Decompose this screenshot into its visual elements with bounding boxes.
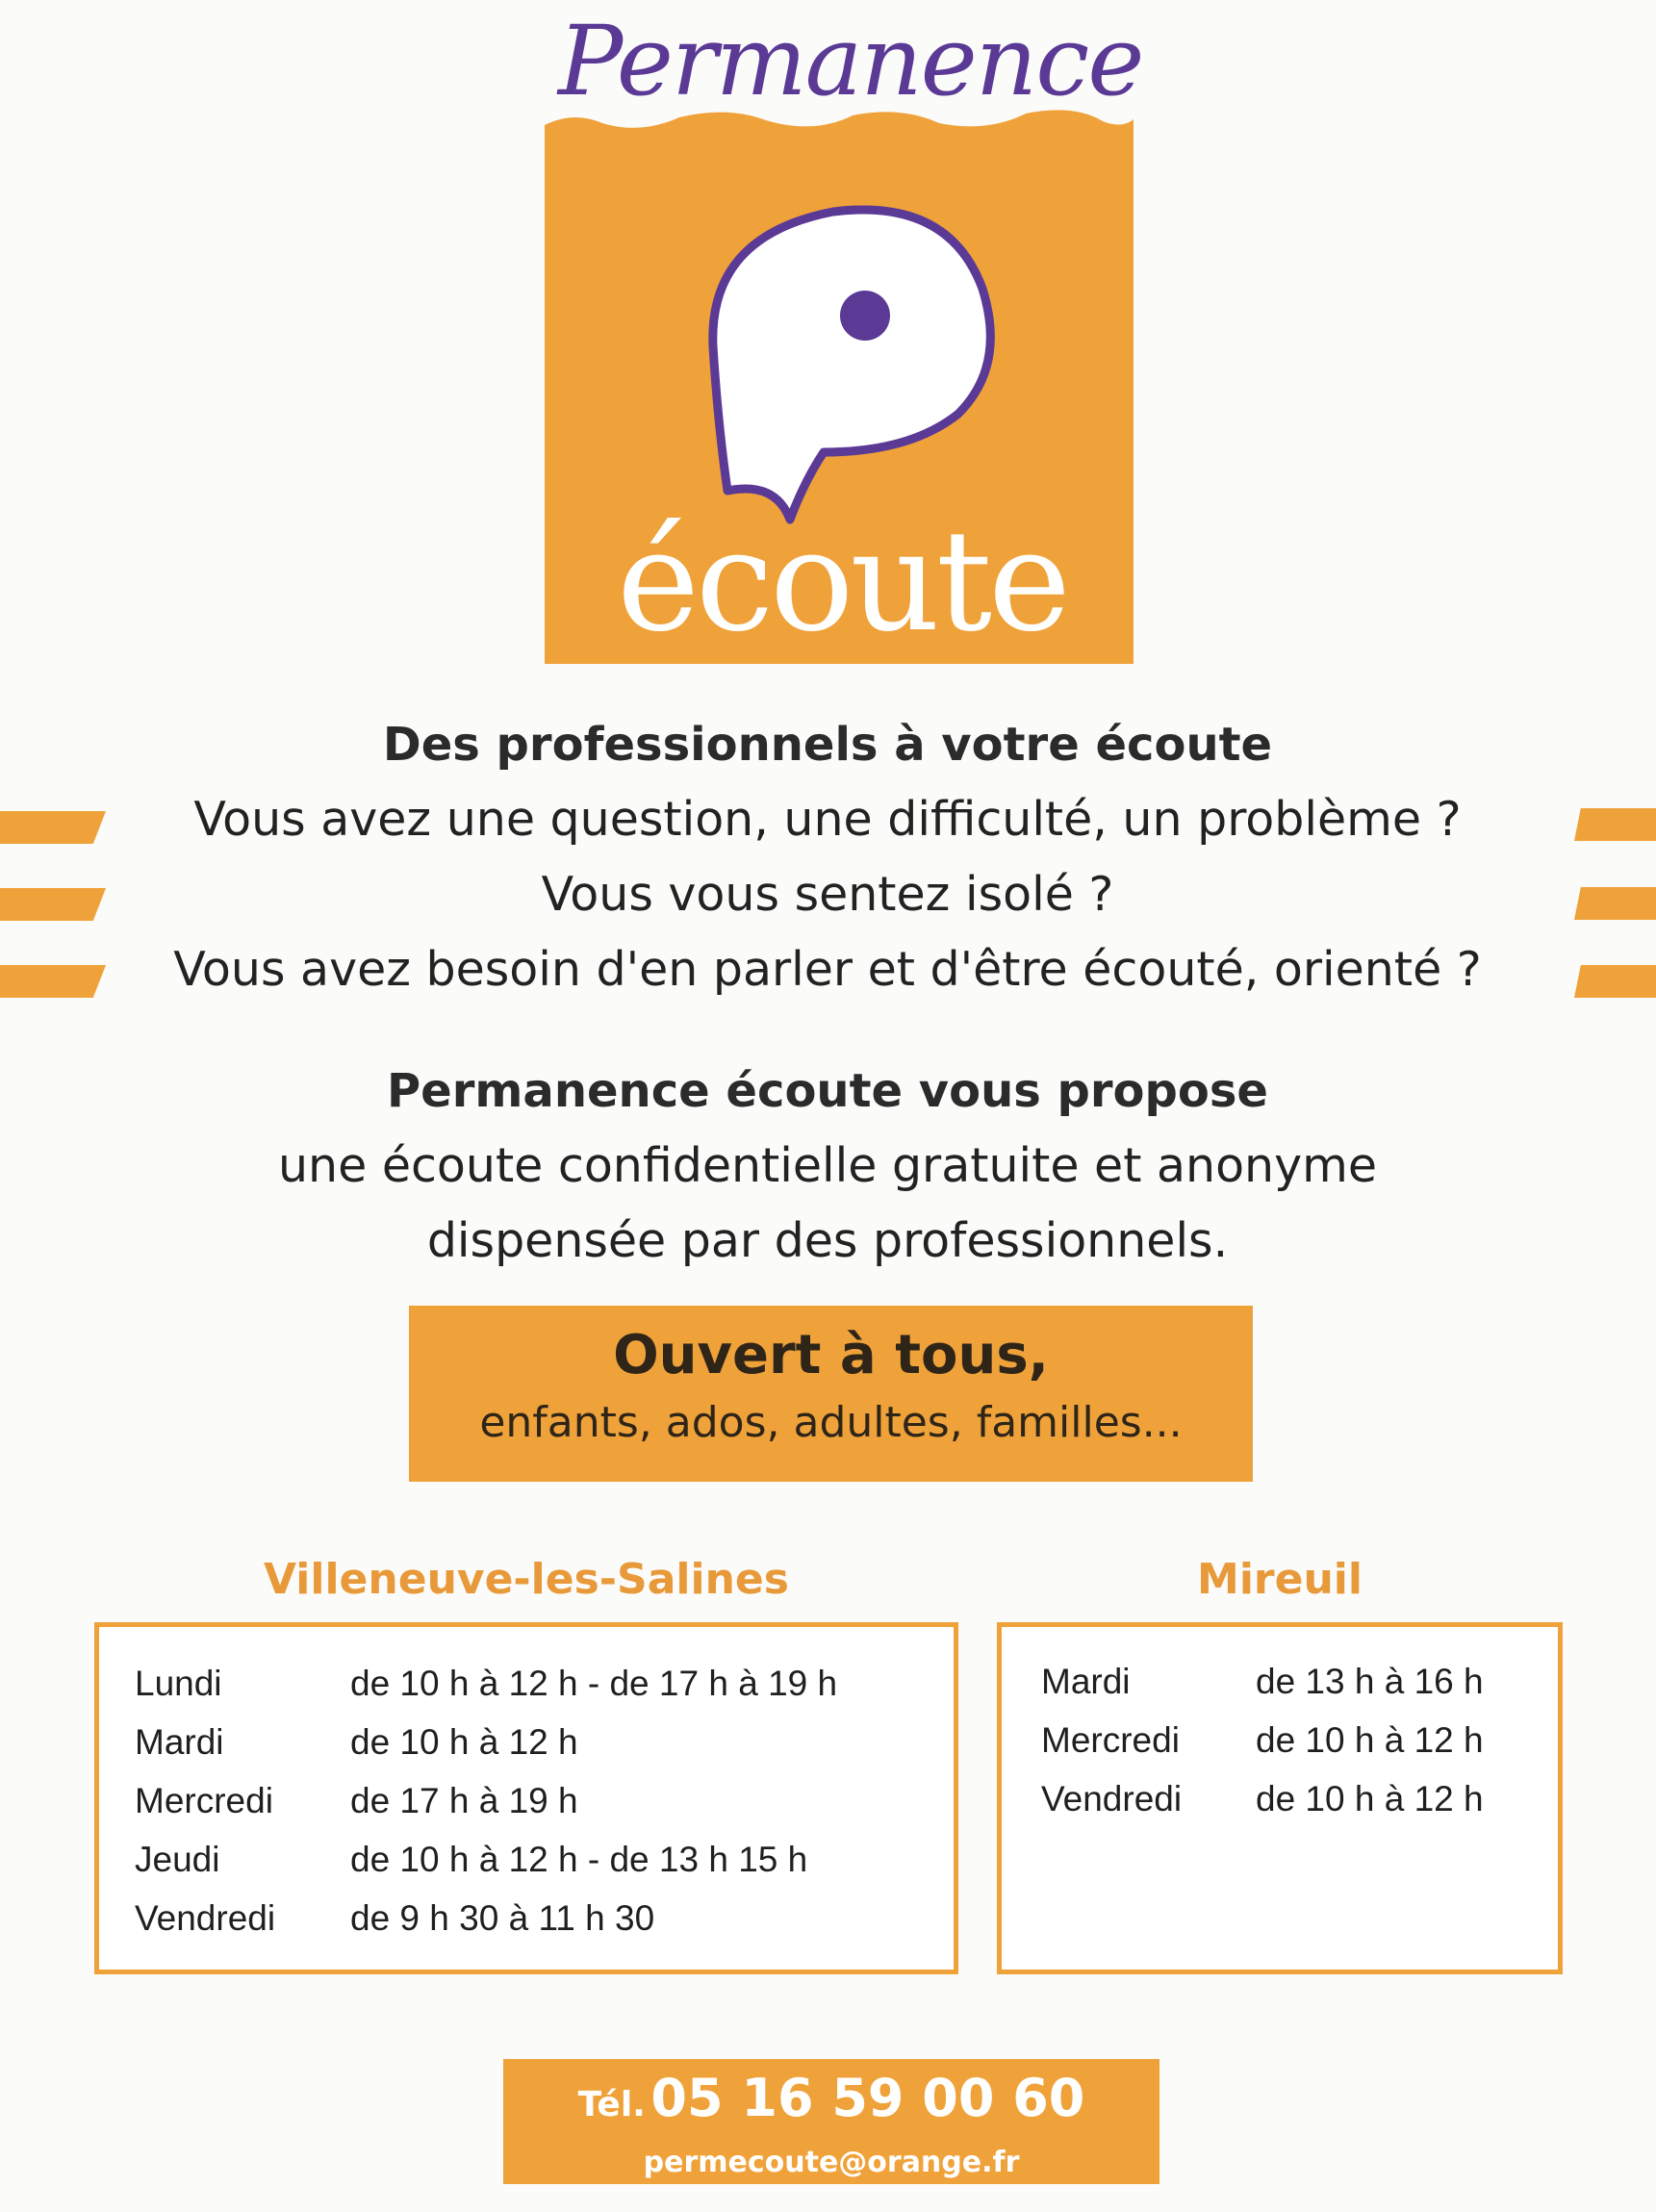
schedule-day: Vendredi (135, 1898, 276, 1938)
schedule-hours: de 13 h à 16 h (1256, 1662, 1484, 1701)
phone-label: Tél. (577, 2085, 646, 2124)
schedule-hours: de 10 h à 12 h (1256, 1779, 1484, 1818)
schedule-hours: de 17 h à 19 h (350, 1781, 578, 1820)
schedule-hours: de 10 h à 12 h (1256, 1720, 1484, 1760)
intro-headline: Des professionnels à votre écoute (382, 718, 1273, 772)
schedule-row (99, 1654, 954, 1714)
logo-word-permanence: Permanence (558, 5, 1143, 117)
schedule-day: Mardi (1041, 1662, 1131, 1701)
decor-bar-left-3 (0, 965, 106, 998)
open-to-all-box (409, 1306, 1253, 1482)
schedule-day: Vendredi (1041, 1779, 1183, 1818)
schedule-hours: de 9 h 30 à 11 h 30 (350, 1898, 655, 1938)
phone-number[interactable]: 05 16 59 00 60 (650, 2068, 1085, 2128)
location-title-villeneuve: Villeneuve-les-Salines (264, 1555, 789, 1604)
schedule-hours: de 10 h à 12 h (350, 1722, 578, 1762)
intro-line: Vous avez une question, une difficulté, un problème ? (193, 792, 1462, 847)
decor-bar-left-1 (0, 811, 106, 844)
schedule-row (99, 1713, 954, 1772)
decor-bar-right-3 (1574, 965, 1656, 998)
intro-line: Vous vous sentez isolé ? (541, 867, 1114, 922)
schedule-hours: de 10 h à 12 h - de 13 h 15 h (350, 1840, 808, 1879)
intro-line: Vous avez besoin d'en parler et d'être écouté, orienté ? (173, 942, 1482, 997)
schedule-day: Lundi (135, 1664, 222, 1703)
schedule-row (99, 1771, 954, 1831)
schedule-row (1002, 1769, 1558, 1829)
offer-headline: Permanence écoute vous propose (387, 1064, 1268, 1118)
contact-box (503, 2059, 1159, 2184)
schedule-row (1002, 1711, 1558, 1770)
open-title: Ouvert à tous, (613, 1324, 1049, 1386)
schedule-day: Jeudi (135, 1840, 220, 1879)
offer-section (144, 1054, 1511, 1279)
intro-section (144, 707, 1511, 1007)
schedule-day: Mardi (135, 1722, 224, 1762)
schedule-villeneuve (94, 1622, 958, 1974)
offer-line: dispensée par des professionnels. (426, 1213, 1229, 1268)
phone-line (503, 2067, 1159, 2143)
schedule-row (99, 1830, 954, 1890)
decor-bar-right-1 (1574, 808, 1656, 841)
open-subtitle: enfants, ados, adultes, familles... (479, 1398, 1183, 1447)
logo-word-ecoute: écoute (617, 500, 1067, 663)
location-title-mireuil: Mireuil (1197, 1555, 1363, 1604)
schedule-day: Mercredi (1041, 1720, 1180, 1760)
decor-bar-right-2 (1574, 887, 1656, 920)
offer-line: une écoute confidentielle gratuite et anonyme (278, 1138, 1377, 1193)
schedule-row (1002, 1652, 1558, 1712)
schedule-row (99, 1889, 954, 1948)
schedule-day: Mercredi (135, 1781, 273, 1820)
schedule-mireuil (997, 1622, 1563, 1974)
schedule-hours: de 10 h à 12 h - de 17 h à 19 h (350, 1664, 838, 1703)
logo (539, 0, 1143, 664)
email-address[interactable]: permecoute@orange.fr (643, 2146, 1020, 2179)
decor-bar-left-2 (0, 888, 106, 921)
